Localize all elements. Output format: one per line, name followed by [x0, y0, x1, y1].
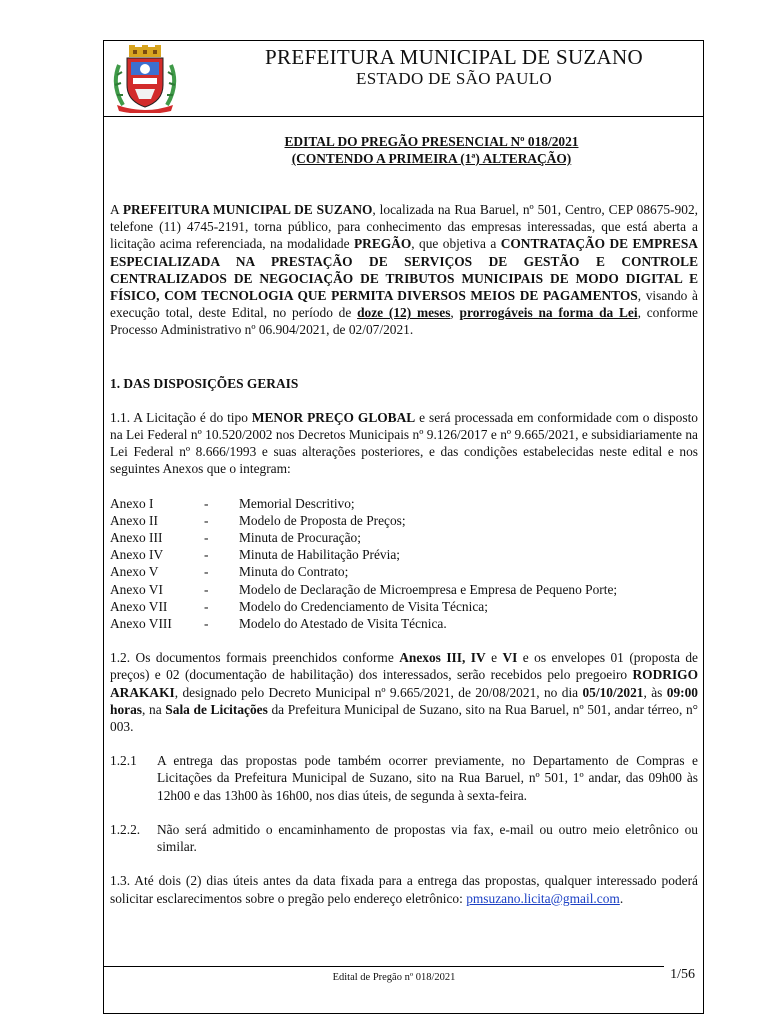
- header-title: PREFEITURA MUNICIPAL DE SUZANO: [265, 45, 643, 69]
- intro-text: A: [110, 202, 123, 217]
- paragraph-text: Não será admitido o encaminhamento de propostas via fax, e-mail ou outro meio eletrônico ou similar.: [157, 821, 698, 855]
- document-page: [103, 40, 704, 1014]
- footer-text: Edital de Pregão nº 018/2021: [332, 972, 456, 983]
- p13-text: 1.3. Até dois (2) dias úteis antes da data fixada para a entrega das propostas, qualquer interessado poderá solicitar esclarecimentos sobre o pregão pelo endereço eletrônico:: [110, 873, 698, 906]
- annex-description: Minuta de Habilitação Prévia;: [239, 547, 401, 563]
- annex-description: Modelo de Declaração de Microempresa e Empresa de Pequeno Porte;: [239, 581, 618, 597]
- annex-row: [110, 563, 698, 580]
- annex-dash: -: [204, 616, 209, 632]
- header-subtitle: ESTADO DE SÃO PAULO: [356, 69, 552, 88]
- annex-description: Modelo do Atestado de Visita Técnica.: [239, 616, 447, 632]
- annex-dash: -: [204, 564, 209, 580]
- header-divider: [104, 116, 703, 117]
- edital-title-line-2: (CONTENDO A PRIMEIRA (1ª) ALTERAÇÃO): [291, 151, 572, 166]
- p12-bold: VI: [502, 650, 518, 666]
- p12-bold-date: 05/10/2021: [582, 684, 644, 700]
- email-link[interactable]: pmsuzano.licita@gmail.com: [466, 890, 620, 906]
- p11-bold-tipo: MENOR PREÇO GLOBAL: [251, 409, 416, 425]
- annex-row: [110, 598, 698, 615]
- annex-name: Anexo III: [110, 530, 163, 546]
- intro-bold-modalidade: PREGÃO: [353, 236, 412, 252]
- annex-name: Anexo VIII: [110, 616, 172, 632]
- annex-dash: -: [204, 547, 209, 563]
- p12-bold-place: Sala de Licitações: [165, 701, 268, 717]
- intro-text: , conforme Processo Administrativo nº 06.904/2021, de 02/07/2021.: [110, 305, 698, 338]
- edital-title: [165, 133, 698, 167]
- document-body: [110, 133, 698, 907]
- annex-dash: -: [204, 581, 209, 597]
- annex-description: Minuta do Contrato;: [239, 564, 349, 580]
- intro-bold-objeto: CONTRATAÇÃO DE EMPRESA ESPECIALIZADA NA PRESTAÇÃO DE SERVIÇOS DE GESTÃO E CONTROLE CENTRALIZADOS DE NEGOCIAÇÃO DE TRIBUTOS MUNICIPAIS DE MODO DIGITAL E FÍSICO, COM TECNOLOGIA QUE PERMITA DIVERSOS MEIOS DE PAGAMENTOS: [110, 236, 698, 304]
- annex-name: Anexo VI: [110, 581, 163, 597]
- annex-dash: -: [204, 512, 209, 528]
- paragraph-number: 1.2.2.: [110, 821, 141, 837]
- p11-text: e será processada em conformidade com o disposto na Lei Federal nº 10.520/2002 nos Decretos Municipais nº 9.126/2017 e nº 9.665/2021, e subsidiariamente na Lei Federal nº 8.666/1993 e suas alterações posteriores, e das condições estabelecidas neste edital e nos seguintes Anexos que o integram:: [110, 409, 699, 477]
- annex-name: Anexo V: [110, 564, 159, 580]
- paragraph-1-2-1: [110, 752, 698, 804]
- annex-name: Anexo I: [110, 495, 154, 511]
- p12-text: , às: [643, 684, 667, 700]
- annex-description: Modelo do Credenciamento de Visita Técnica;: [239, 598, 488, 614]
- intro-text: , visando à execução total, deste Edital, no período de: [110, 288, 698, 321]
- p12-bold-time: 09:00 horas: [110, 684, 698, 717]
- paragraph-1-3: [110, 872, 698, 906]
- edital-title-line-1: EDITAL DO PREGÃO PRESENCIAL Nº 018/2021: [284, 134, 579, 149]
- annex-row: [110, 512, 698, 529]
- page-number: 1/56: [670, 967, 695, 982]
- p11-text: 1.1. A Licitação é do tipo: [110, 409, 252, 425]
- p12-text: , designado pelo Decreto Municipal nº 9.665/2021, de 20/08/2021, no dia: [174, 684, 583, 700]
- paragraph-1-1: [110, 409, 698, 478]
- paragraph-number: 1.2.1: [110, 753, 137, 769]
- annex-dash: -: [204, 598, 209, 614]
- intro-text: , que objetiva a: [411, 236, 501, 252]
- intro-prazo: doze (12) meses: [357, 305, 451, 321]
- annex-name: Anexo IV: [110, 547, 164, 563]
- p12-bold: Anexos III, IV: [399, 650, 486, 666]
- intro-bold-prefeitura: PREFEITURA MUNICIPAL DE SUZANO: [122, 202, 373, 217]
- annex-description: Minuta de Procuração;: [239, 530, 361, 546]
- footer-divider: [104, 966, 664, 967]
- annex-row: [110, 529, 698, 546]
- intro-text: ,: [450, 305, 460, 321]
- p12-text: e: [485, 650, 503, 666]
- p12-bold-pregoeiro: RODRIGO ARAKAKI: [110, 667, 698, 700]
- intro-paragraph: [110, 201, 698, 339]
- annex-description: Memorial Descritivo;: [239, 495, 355, 511]
- p12-text: da Prefeitura Municipal de Suzano, sito na Rua Baruel, nº 501, andar térreo, n° 003.: [110, 701, 698, 735]
- annex-row: [110, 581, 698, 598]
- annex-dash: -: [204, 495, 209, 511]
- municipal-coat-of-arms-icon: [109, 45, 181, 113]
- paragraph-text: A entrega das propostas pode também ocorrer previamente, no Departamento de Compras e Licitações da Prefeitura Municipal de Suzano, sito na Rua Baruel, nº 501, 1º andar, das 09h00 às 12h00 e das 13h00 às 16h00, nos dias úteis, de segunda à sexta-feira.: [157, 753, 698, 803]
- paragraph-1-2: [110, 649, 698, 735]
- p12-text: e os envelopes 01 (proposta de preços) e 02 (documentação de habilitação) dos interessados, serão recebidos pelo pregoeiro: [110, 650, 698, 683]
- annex-description: Modelo de Proposta de Preços;: [239, 512, 406, 528]
- annex-dash: -: [204, 530, 209, 546]
- annex-name: Anexo VII: [110, 598, 168, 614]
- annex-row: [110, 546, 698, 563]
- p12-text: 1.2. Os documentos formais preenchidos conforme: [110, 650, 400, 666]
- annex-row: [110, 615, 698, 632]
- intro-text: , localizada na Rua Baruel, nº 501, Centro, CEP 08675-902, telefone (11) 4745-2191, torna público, para conhecimento das empresas interessadas, que está aberta a licitação acima referenciada, na modalidade: [110, 202, 698, 252]
- intro-prorrogacao: prorrogáveis na forma da Lei: [459, 305, 638, 321]
- p12-text: , na: [142, 701, 166, 717]
- annex-list: [110, 495, 698, 633]
- annex-name: Anexo II: [110, 512, 158, 528]
- section-1-title: 1. DAS DISPOSIÇÕES GERAIS: [110, 375, 299, 391]
- p13-text: .: [619, 890, 624, 906]
- paragraph-1-2-2: [110, 821, 698, 855]
- annex-row: [110, 495, 698, 512]
